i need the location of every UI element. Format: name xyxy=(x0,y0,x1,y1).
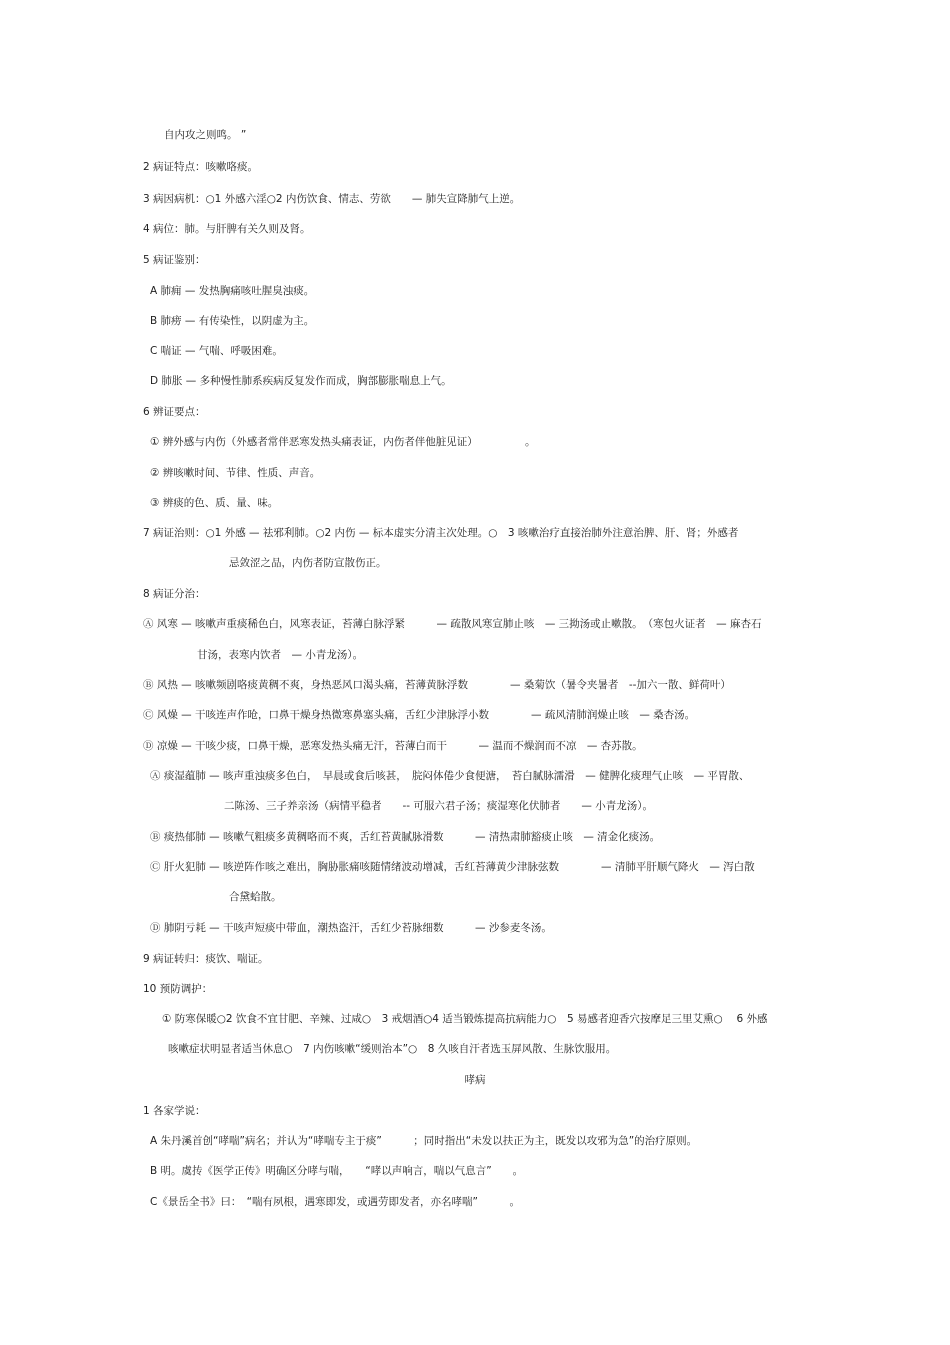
text-line: B 明。虞抟《医学正传》明确区分哮与喘， “哮以声响言，喘以气息言” 。 xyxy=(150,1165,524,1177)
text-line: Ⓑ 风热 — 咳嗽频剧咯痰黄稠不爽，身热恶风口渴头痛，苔薄黄脉浮数 — 桑菊饮（暑令夹暑者 --加六一散、鲜荷叶） xyxy=(143,679,731,691)
text-line: 7 病证治则：○1 外感 — 祛邪利肺。○2 内伤 — 标本虚实分清主次处理。○ 3 咳嗽治疗直接治肺外注意治脾、肝、肾；外感者 xyxy=(143,527,739,539)
text-line: 二陈汤、三子养亲汤（病情平稳者 -- 可服六君子汤；痰湿寒化伏肺者 — 小青龙汤）。 xyxy=(224,800,654,812)
text-line: Ⓓ 凉燥 — 干咳少痰，口鼻干燥，恶寒发热头痛无汗，苔薄白而干 — 温而不燥润而不凉 — 杏苏散。 xyxy=(143,740,643,752)
text-line: Ⓓ 肺阴亏耗 — 干咳声短痰中带血，潮热盗汗，舌红少苔脉细数 — 沙参麦冬汤。 xyxy=(150,922,552,934)
text-line: Ⓑ 痰热郁肺 — 咳嗽气粗痰多黄稠咯而不爽，舌红苔黄腻脉滑数 — 清热肃肺豁痰止咳 — 清金化痰汤。 xyxy=(150,831,661,843)
text-line: A 朱丹溪首创“哮喘”病名；并认为“哮喘专主于痰” ；同时指出“未发以扶正为主，既发以攻邪为急”的治疗原则。 xyxy=(150,1135,698,1147)
text-line: D 肺胀 — 多种慢性肺系疾病反复发作而成，胸部膨胀喘息上气。 xyxy=(150,375,452,387)
text-line: ② 辨咳嗽时间、节律、性质、声音。 xyxy=(150,467,321,479)
text-line: 咳嗽症状明显者适当休息○ 7 内伤咳嗽“缓则治本”○ 8 久咳自汗者选玉屏风散、生脉饮服用。 xyxy=(168,1043,617,1055)
text-line: A 肺痈 — 发热胸痛咳吐腥臭浊痰。 xyxy=(150,285,315,297)
text-line: 自内攻之则鸣。 ” xyxy=(164,129,247,141)
text-line: 合黛蛤散。 xyxy=(229,891,282,903)
text-line: 忌敛涩之品，内伤者防宣散伤正。 xyxy=(229,557,387,569)
text-line: 5 病证鉴别： xyxy=(143,254,206,266)
text-line: Ⓒ 风燥 — 干咳连声作呛，口鼻干燥身热微寒鼻塞头痛，舌红少津脉浮小数 — 疏风清肺润燥止咳 — 桑杏汤。 xyxy=(143,709,696,721)
text-line: Ⓒ 肝火犯肺 — 咳逆阵作咳之难出，胸胁胀痛咳随情绪波动增减，舌红苔薄黄少津脉弦数 — 清肺平肝顺气降火 — 泻白散 xyxy=(150,861,755,873)
text-line: Ⓐ 风寒 — 咳嗽声重痰稀色白，风寒表证，苔薄白脉浮紧 — 疏散风寒宣肺止咳 — 三拗汤或止嗽散。 （寒包火证者 — 麻杏石 xyxy=(143,618,762,630)
text-line: Ⓐ 痰湿蕴肺 — 咳声重浊痰多色白， 早晨或食后咳甚， 脘闷体倦少食便溏， 苔白腻脉濡滑 — 健脾化痰理气止咳 — 平胃散、 xyxy=(150,770,750,782)
text-line: 4 病位：肺。与肝脾有关久则及肾。 xyxy=(143,223,311,235)
text-line: C《景岳全书》曰： “喘有夙根，遇寒即发，或遇劳即发者，亦名哮喘” 。 xyxy=(150,1196,520,1208)
text-line: 8 病证分治： xyxy=(143,588,206,600)
text-line: 甘汤，表寒内饮者 — 小青龙汤）。 xyxy=(197,649,364,661)
text-line: 9 病证转归：痰饮、喘证。 xyxy=(143,953,269,965)
text-line: 1 各家学说： xyxy=(143,1105,206,1117)
text-line: ① 防寒保暖○2 饮食不宜甘肥、辛辣、过咸○ 3 戒烟酒○4 适当锻炼提高抗病能力○ 5 易感者迎香穴按摩足三里艾熏○ 6 外感 xyxy=(162,1013,768,1025)
text-line: ③ 辨痰的色、质、量、味。 xyxy=(150,497,279,509)
text-line: B 肺痨 — 有传染性，以阴虚为主。 xyxy=(150,315,315,327)
text-line: ① 辨外感与内伤（外感者常伴恶寒发热头痛表证，内伤者伴他脏见证） 。 xyxy=(150,436,536,448)
text-line: 2 病证特点：咳嗽咯痰。 xyxy=(143,161,259,173)
text-line: 10 预防调护： xyxy=(143,983,213,995)
text-line: C 喘证 — 气喘、呼吸困难。 xyxy=(150,345,283,357)
text-line: 6 辨证要点： xyxy=(143,406,206,418)
text-line: 3 病因病机：○1 外感六淫○2 内伤饮食、情志、劳欲 — 肺失宣降肺气上逆。 xyxy=(143,193,521,205)
section-title: 哮病 xyxy=(464,1074,486,1086)
